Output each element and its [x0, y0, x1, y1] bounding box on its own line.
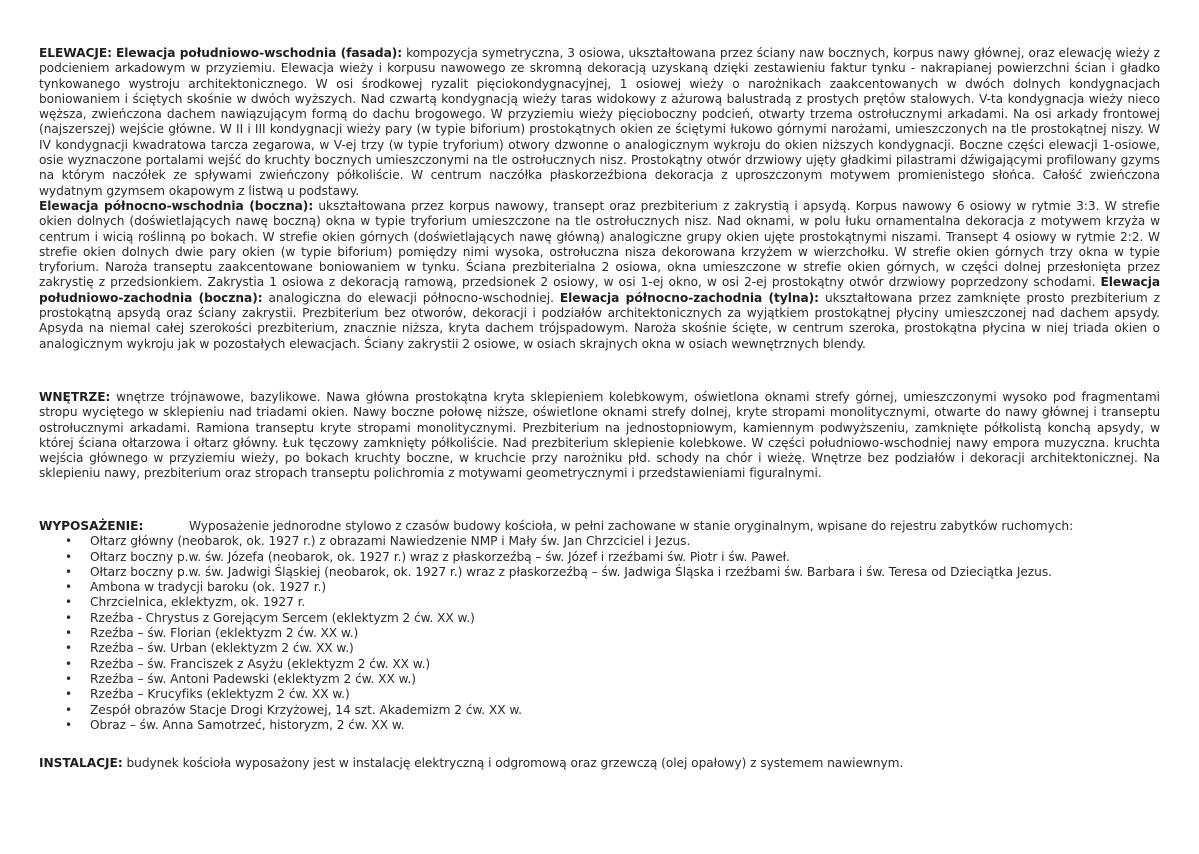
list-item: • Rzeźba – św. Florian (eklektyzm 2 ćw. XX w.)	[90, 626, 1160, 641]
section-wnetrze	[39, 390, 1160, 482]
list-item: • Rzeźba – św. Franciszek z Asyżu (eklektyzm 2 ćw. XX w.)	[90, 657, 1160, 672]
instalacje-text: budynek kościoła wyposażony jest w instalację elektryczną i odgromową oraz grzewczą (olej opałowy) z systemem nawiewnym.	[126, 756, 904, 770]
section-wyposazenie	[39, 519, 1160, 733]
elewacja-sw-heading: Elewacja południowo-zachodnia (boczna):	[39, 275, 1160, 305]
instalacje-heading: INSTALACJE:	[39, 756, 123, 770]
wnetrze-text: wnętrze trójnawowe, bazylikowe. Nawa główna prostokątna kryta sklepieniem kolebkowym, oświetlona oknami strefy górnej, umieszczonymi wysoko pod fragmentami stropu wyciętego w sklepieniu nad triadami okien. Nawy boczne połowę niższe, oświetlone oknami strefy dolnej, kryte stropami monolitycznymi, otwarte do nawy głównej i transeptu ostrołucznymi arkadami. Ramiona transeptu kryte stropami monolitycznymi. Prezbiterium na jednostopniowym, kamiennym podwyższeniu, zamknięte półkolistą konchą apsydy, w której ściana ołtarzowa i ołtarz główny. Łuk tęczowy zamknięty półkoliście. Nad prezbiterium sklepienie kolebkowe. W części południowo-wschodniej nawy empora muzyczna. kruchta wejścia głównego w przyziemiu wieży, po bokach kruchty boczne, w kruchcie przy narożniku płd. schody na chór i wieżę. Wnętrze bez podziałów i dekoracji architektonicznej. Na sklepieniu nawy, prezbiterium oraz stropach transeptu polichromia z motywami geometrycznymi i przedstawieniami figuralnymi.	[39, 390, 1160, 481]
elewacje-heading: ELEWACJE:	[39, 46, 112, 60]
elewacja-ne-text: ukształtowana przez korpus nawowy, transept oraz prezbiterium z zakrystią i apsydą. Korpus nawowy 6 osiowy w rytmie 3:3. W strefie okien dolnych (doświetlających nawę boczną) okna w typie tryforium umieszczone na tle ostrołucznych nisz. Nad oknami, w polu łuku ornamentalna dekoracja z motywem krzyża w centrum i wicią roślinną po bokach. W strefie okien górnych (doświetlających nawę główną) analogiczne grupy okien ujęte prostokątnymi niszami. Transept 4 osiowy w rytmie 2:2. W strefie okien dolnych dwie pary okien (w typie biforium) pomiędzy nimi wysoka, ostrołuczna nisza dekorowana krzyżem w wierzchołku. W strefie okien górnych trzy okna w typie tryforium. Naroża transeptu zaakcentowane boniowaniem w tynku. Ściana prezbiterialna 2 osiowa, okna umieszczone w strefie okien górnych, w części dolnej przesłonięta przez zakrystię z przedsionkiem. Zakrystia 1 osiowa z dekoracją ramową, przedsionek 2 osiowy, w osi 1-ej okno, w osi 2-ej prostokątny otwór drzwiowy poprzedzony schodami.	[39, 198, 1160, 290]
list-item: • Rzeźba - Chrystus z Gorejącym Sercem (eklektyzm 2 ćw. XX w.)	[90, 611, 1160, 626]
list-item: • Rzeźba – Krucyfiks (eklektyzm 2 ćw. XX w.)	[90, 687, 1160, 702]
wyposazenie-heading: WYPOSAŻENIE:	[39, 519, 144, 533]
wyposazenie-intro: Wyposażenie jednorodne stylowo z czasów budowy kościoła, w pełni zachowane w stanie oryginalnym, wpisane do rejestru zabytków ruchomych:	[189, 519, 1074, 533]
elewacja-se-heading: Elewacja południowo-wschodnia (fasada):	[115, 46, 403, 60]
elewacja-sw-text: analogiczna do elewacji północno-wschodniej.	[268, 290, 554, 305]
list-item: • Obraz – św. Anna Samotrzeć, historyzm, 2 ćw. XX w.	[90, 718, 1160, 733]
list-item: • Ołtarz boczny p.w. św. Józefa (neobarok, ok. 1927 r.) wraz z płaskorzeźbą – św. Józef i rzeźbami św. Piotr i św. Paweł.	[90, 550, 1160, 565]
list-item: • Rzeźba – św. Urban (eklektyzm 2 ćw. XX w.)	[90, 641, 1160, 656]
section-elewacje	[39, 46, 1160, 352]
wyposazenie-list	[39, 534, 1160, 733]
list-item: • Rzeźba – św. Antoni Padewski (eklektyzm 2 ćw. XX w.)	[90, 672, 1160, 687]
list-item: • Chrzcielnica, eklektyzm, ok. 1927 r.	[90, 595, 1160, 610]
elewacja-nw-heading: Elewacja północno-zachodnia (tylna):	[559, 290, 819, 305]
list-item: • Ołtarz główny (neobarok, ok. 1927 r.) z obrazami Nawiedzenie NMP i Mały św. Jan Chrzciciel i Jezus.	[90, 534, 1160, 549]
section-instalacje	[39, 756, 1160, 771]
list-item: • Ołtarz boczny p.w. św. Jadwigi Śląskiej (neobarok, ok. 1927 r.) wraz z płaskorzeźbą – św. Jadwiga Śląska i rzeźbami św. Barbara i św. Teresa od Dzieciątka Jezus.	[90, 565, 1160, 580]
list-item: • Ambona w tradycji baroku (ok. 1927 r.)	[90, 580, 1160, 595]
elewacja-nw-text: ukształtowana przez zamknięte prosto prezbiterium z prostokątną apsydą oraz ściany zakrystii. Prezbiterium bez otworów, dekoracji i podziałów architektonicznych za wyjątkiem prostokątnej płyciny umieszczonej nad dachem apsydy. Apsyda na niemal całej szerokości prezbiterium, znacznie niższa, kryta dachem trójspadowym. Naroża skośnie ścięte, w centrum szeroka, prostokątna płycina w niej triada okien o analogicznym wykroju jak w pozostałych elewacjach. Ściany zakrystii 2 osiowe, w osiach skrajnych okna w osiach wewnętrznych blendy.	[39, 290, 1160, 351]
elewacja-se-text: kompozycja symetryczna, 3 osiowa, ukształtowana przez ściany naw bocznych, korpus nawy głównej, oraz elewację wieży z podcieniem arkadowym w przyziemiu. Elewacja wieży i korpusu nawowego ze skromną dekoracją uzyskaną dzięki zestawieniu faktur tynku - nakrapianej powierzchni ścian i gładko tynkowanego wystroju architektonicznego. W osi środkowej ryzalit pięciokondygnacyjnej, 1 osiowej wieży o narożnikach zaakcentowanych w dwóch dolnych kondygnacjach boniowaniem i ściętych skośnie w dwóch wyższych. Nad czwartą kondygnacją wieży taras widokowy z ażurową balustradą z prostych prętów stalowych. V-ta kondygnacja wieży nieco węższa, zwieńczona dachem nawiązującym formą do dachu brogowego. W przyziemiu wieży pięcioboczny podcień, otwarty trzema ostrołucznymi arkadami. Na osi arkady frontowej (najszerszej) wejście główne. W II i III kondygnacji wieży pary (w typie biforium) prostokątnych okien ze ściętymi łukowo górnymi narożami, umieszczonych na tle prostokątnej niszy. W IV kondygnacji kwadratowa tarcza zegarowa, w V-ej trzy (w typie tryforium) otwory dzwonne o analogicznym wykroju do okien niższych kondygnacji. Boczne części elewacji 1-osiowe, osie wyznaczone portalami wejść do kruchty bocznych umieszczonymi na tle ostrołucznych nisz. Prostokątny otwór drzwiowy ujęty gładkimi pilastrami dźwigającymi profilowany gzyms na którym naczółek ze spływami zwieńczony półkoliście. W centrum naczółka płaskorzeźbiona dekoracja z uproszczonym motywem promienistego słońca. Całość zwieńczona wydatnym gzymsem okapowym z listwą u podstawy.	[39, 46, 1160, 198]
list-item: • Zespół obrazów Stacje Drogi Krzyżowej, 14 szt. Akademizm 2 ćw. XX w.	[90, 703, 1160, 718]
wnetrze-heading: WNĘTRZE:	[39, 390, 111, 404]
elewacja-ne-heading: Elewacja północno-wschodnia (boczna):	[39, 198, 314, 213]
